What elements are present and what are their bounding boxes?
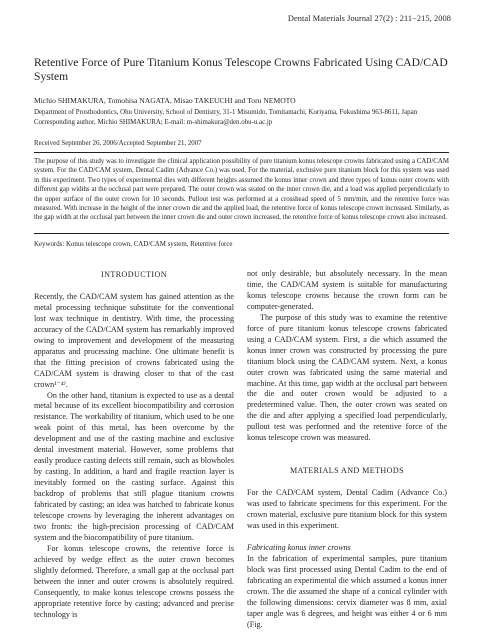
paragraph: For konus telescope crowns, the retentive force is achieved by wedge effect as the outer crown becomes slightly deformed. Therefore, a small gap at the occlusal part between the inner and outer crowns is absolutely required. Consequently, to make konus telescope crowns possess the appropriate retentive force by casting; advanced and precise technology is	[34, 543, 234, 619]
paragraph: not only desirable, but absolutely necessary. In the mean time, the CAD/CAM system is suitable for manufacturing konus telescope crowns because the crown form can be computer-generated.	[247, 269, 447, 311]
affiliation: Department of Prosthodontics, Ohu University, School of Dentistry, 31-1 Misumido, Tomitamachi, Koriyama, Fukushima 963-8611, Japan	[34, 109, 418, 116]
paragraph: In the fabrication of experimental samples, pure titanium block was first processed using Dental Cadim to the end of fabricating an experimental die which assumed a konus inner crown. The die assumed the shape of a conical cylinder with the following dimensions: cervix diameter was 8 mm, axial taper angle was 6 degrees, and height was either 4 or 6 mm (Fig.	[247, 553, 447, 629]
journal-citation: Dental Materials Journal 27(2) : 211−215, 2008	[287, 14, 451, 23]
abstract: The purpose of this study was to investigate the clinical application possibility of pure titanium konus telescope crowns fabricated using a CAD/CAM system. For the CAD/CAM system, Dental Cadim (Advance Co.) was used. For the material, exclusive pure titanium block for this system was used in this experiment. Two types of experimental dies with different heights assumed the konus inner crown and three types of konus outer crowns with different gap widths at the occlusal part were prepared. The outer crown was seated on the inner crown die, and a load was applied perpendicularly to the upper surface of the outer crown for 10 seconds. Pullout test was performed at a crosshead speed of 5 mm/min, and the retentive force was measured. With increase in the height of the inner crown die and the applied load, the retentive force of konus telescope crown increased. Similarly, as the gap width at the occlusal part between the inner crown die and outer crown increased, the retentive force of konus telescope crown also increased.	[34, 158, 449, 222]
paragraph: For the CAD/CAM system, Dental Cadim (Advance Co.) was used to fabricate specimens for this experiment. For the crown material, exclusive pure titanium block for this system was used in this experiment.	[247, 488, 447, 531]
bottom-divider	[34, 233, 449, 234]
paragraph: The purpose of this study was to examine the retentive force of pure titanium konus telescope crowns fabricated using a CAD/CAM system. First, a die which assumed the konus inner crown was constructed by processing the pure titanium block using the CAD/CAM system. Next, a konus outer crown was fabricated using the same material and machine. At this time, gap width at the occlusal part between the die and outer crown would be adjusted to a predetermined value. Then, the outer crown was seated on the die and after applying a specified load perpendicularly, pullout test was performed and the retentive force of the konus telescope crown was measured.	[247, 312, 447, 443]
author-list: Michio SHIMAKURA, Tomohisa NAGATA, Misao TAKEUCHI and Toru NEMOTO	[34, 96, 296, 105]
paragraph: On the other hand, titanium is expected to use as a dental metal because of its excellent biocompatibility and corrosion resistance. The workability of titanium, which used to be one weak point of this metal, has been overcome by the development and use of the casting machine and exclusive dental investment material. However, some problems that easily produce casting defects still remain, such as blowholes by casting. In addition, a hard and fragile reaction layer is inevitably formed on the casting surface. Against this backdrop of problems that still plague titanium crowns fabricated by casting; an idea was hatched to fabricate konus telescope crowns by leveraging the inherent advantages on two fronts: the high-precision processing of CAD/CAM system and the biocompatibility of pure titanium.	[34, 390, 234, 542]
section-heading-materials-methods: MATERIALS AND METHODS	[289, 466, 405, 476]
affiliation-block	[34, 108, 454, 127]
received-date: Received September 26, 2006/Accepted September 21, 2007	[34, 140, 202, 147]
left-column	[34, 270, 234, 621]
top-divider	[34, 152, 449, 153]
subsection-heading: Fabricating konus inner crowns	[247, 543, 351, 553]
section-heading-introduction: INTRODUCTION	[101, 270, 167, 279]
keywords: Keywords: Konus telescope crown, CAD/CAM system, Retentive force	[34, 241, 233, 248]
right-column	[247, 269, 447, 631]
paragraph: Recently, the CAD/CAM system has gained attention as the metal processing technique substitute for the conventional lost wax technique in dentistry. With time, the processing accuracy of the CAD/CAM system has remarkably improved owing to improvement and development of the measuring apparatus and processing machine. One ultimate benefit is that the fitting precision of crowns fabricated using the CAD/CAM system is drawing closer to that of the cast crown¹⁻⁴⁾.	[34, 291, 234, 389]
article-title: Retentive Force of Pure Titanium Konus Telescope Crowns Fabricated Using CAD/CAD System	[34, 56, 448, 83]
corresponding-author: Corresponding author, Michio SHIMAKURA; E-mail: m-shimakura@den.ohu-u.ac.jp	[34, 118, 273, 126]
